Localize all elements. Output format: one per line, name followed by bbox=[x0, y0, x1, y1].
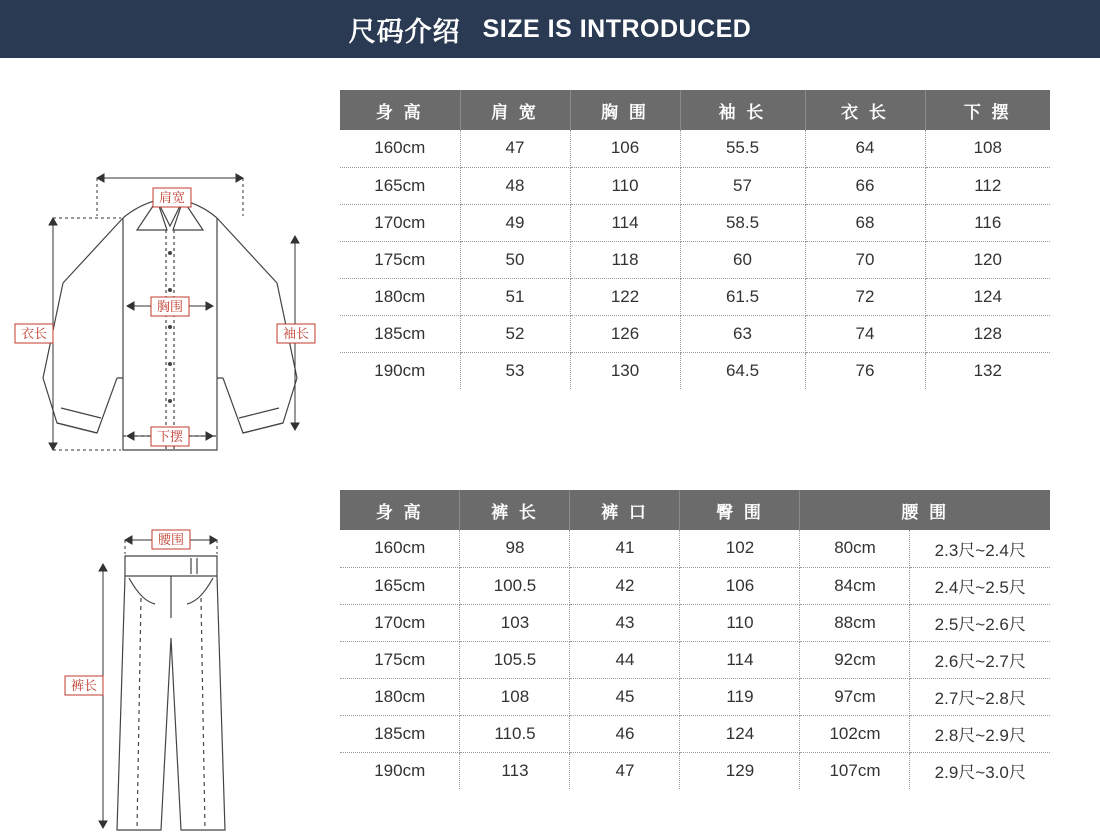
cell-sleeve: 60 bbox=[680, 241, 805, 278]
cell-waist-cm: 88cm bbox=[800, 604, 910, 641]
cell-cuff: 42 bbox=[570, 567, 680, 604]
table-header-row bbox=[340, 90, 1050, 130]
table-row bbox=[340, 752, 1050, 789]
cell-height: 160cm bbox=[340, 130, 460, 167]
cell-height: 190cm bbox=[340, 752, 460, 789]
cell-length: 68 bbox=[805, 204, 925, 241]
cell-shoulder: 48 bbox=[460, 167, 570, 204]
shirt-th-length: 衣 长 bbox=[805, 90, 925, 130]
table-row bbox=[340, 352, 1050, 389]
cell-waist-cm: 102cm bbox=[800, 715, 910, 752]
shirt-th-shoulder: 肩 宽 bbox=[460, 90, 570, 130]
cell-hem: 132 bbox=[973, 360, 1002, 380]
table-row bbox=[340, 130, 1050, 167]
cell-sleeve: 57 bbox=[680, 167, 805, 204]
pants-th-height: 身 高 bbox=[340, 490, 460, 530]
pants-section bbox=[0, 478, 1100, 837]
shirt-th-chest: 胸 围 bbox=[570, 90, 680, 130]
cell-hip: 102 bbox=[680, 530, 800, 567]
cell-chest: 130 bbox=[570, 352, 680, 389]
table-row bbox=[340, 204, 1050, 241]
cell-cuff: 43 bbox=[570, 604, 680, 641]
cell-length: 66 bbox=[805, 167, 925, 204]
shirt-th-hem: 下 摆 bbox=[925, 90, 1050, 130]
cell-length: 64 bbox=[805, 130, 925, 167]
pants-label-waist: 腰围 bbox=[157, 532, 184, 547]
cell-shoulder: 50 bbox=[460, 241, 570, 278]
shirt-diagram bbox=[5, 78, 335, 458]
table-row bbox=[340, 604, 1050, 641]
cell-height: 180cm bbox=[340, 278, 460, 315]
cell-height: 165cm bbox=[340, 167, 460, 204]
cell-height: 165cm bbox=[340, 567, 460, 604]
cell-chest: 114 bbox=[570, 204, 680, 241]
shirt-label-chest: 胸围 bbox=[156, 299, 184, 314]
cell-height: 170cm bbox=[340, 604, 460, 641]
cell-waist-cm: 92cm bbox=[800, 641, 910, 678]
pants-diagram bbox=[5, 478, 335, 833]
cell-pantslength: 113 bbox=[460, 752, 570, 789]
cell-hip: 129 bbox=[680, 752, 800, 789]
cell-waist-chi: 2.4尺~2.5尺 bbox=[910, 567, 1050, 604]
cell-shoulder: 53 bbox=[460, 352, 570, 389]
table-row bbox=[340, 315, 1050, 352]
table-row bbox=[340, 567, 1050, 604]
cell-height: 185cm bbox=[340, 715, 460, 752]
cell-hip: 106 bbox=[680, 567, 800, 604]
cell-waist-chi: 2.6尺~2.7尺 bbox=[910, 641, 1050, 678]
cell-height: 175cm bbox=[340, 241, 460, 278]
pants-th-cuff: 裤 口 bbox=[570, 490, 680, 530]
cell-height: 175cm bbox=[340, 641, 460, 678]
cell-sleeve: 64.5 bbox=[680, 352, 805, 389]
cell-cuff: 41 bbox=[570, 530, 680, 567]
cell-sleeve: 61.5 bbox=[680, 278, 805, 315]
table-row bbox=[340, 167, 1050, 204]
shirt-size-table bbox=[340, 90, 1050, 389]
pants-th-waist: 腰 围 bbox=[800, 490, 1050, 530]
shirt-label-length: 衣长 bbox=[20, 326, 48, 341]
shirt-th-sleeve: 袖 长 bbox=[680, 90, 805, 130]
page-header bbox=[0, 0, 1100, 58]
cell-waist-cm: 80cm bbox=[800, 530, 910, 567]
pants-figure bbox=[0, 478, 340, 837]
table-row bbox=[340, 241, 1050, 278]
cell-hem: 112 bbox=[925, 167, 1050, 204]
cell-waist-cm: 97cm bbox=[800, 678, 910, 715]
cell-shoulder: 52 bbox=[460, 315, 570, 352]
cell-hip: 110 bbox=[680, 604, 800, 641]
cell-chest: 122 bbox=[570, 278, 680, 315]
table-row bbox=[340, 278, 1050, 315]
shirt-label-sleeve: 袖长 bbox=[282, 326, 310, 341]
cell-chest: 106 bbox=[570, 130, 680, 167]
table-row bbox=[340, 715, 1050, 752]
cell-length: 70 bbox=[805, 241, 925, 278]
cell-waist-chi: 2.5尺~2.6尺 bbox=[910, 604, 1050, 641]
cell-pantslength: 105.5 bbox=[460, 641, 570, 678]
cell-hip: 119 bbox=[680, 678, 800, 715]
shirt-figure bbox=[0, 78, 340, 468]
cell-hem: 124 bbox=[925, 278, 1050, 315]
pants-size-table bbox=[340, 490, 1050, 789]
shirt-section bbox=[0, 78, 1100, 468]
pants-table-wrap bbox=[340, 478, 1100, 837]
shirt-table-wrap bbox=[340, 78, 1100, 468]
cell-chest: 126 bbox=[570, 315, 680, 352]
cell-waist-chi: 2.9尺~3.0尺 bbox=[934, 763, 1026, 783]
cell-shoulder: 51 bbox=[460, 278, 570, 315]
cell-waist-cm: 84cm bbox=[800, 567, 910, 604]
cell-sleeve: 58.5 bbox=[680, 204, 805, 241]
cell-length: 74 bbox=[805, 315, 925, 352]
cell-waist-cm: 107cm bbox=[800, 752, 910, 789]
cell-chest: 110 bbox=[570, 167, 680, 204]
page-title-en: SIZE IS INTRODUCED bbox=[482, 14, 752, 43]
cell-cuff: 45 bbox=[570, 678, 680, 715]
cell-shoulder: 49 bbox=[460, 204, 570, 241]
cell-cuff: 47 bbox=[570, 752, 680, 789]
cell-height: 170cm bbox=[340, 204, 460, 241]
pants-label-length: 裤长 bbox=[70, 678, 97, 693]
page-title-cn: 尺码介绍 bbox=[348, 16, 461, 47]
shirt-label-shoulder: 肩宽 bbox=[158, 190, 186, 205]
cell-length: 76 bbox=[805, 352, 925, 389]
cell-length: 72 bbox=[805, 278, 925, 315]
cell-height: 190cm bbox=[340, 352, 460, 389]
pants-th-pantslength: 裤 长 bbox=[460, 490, 570, 530]
cell-hip: 114 bbox=[680, 641, 800, 678]
cell-hem: 120 bbox=[925, 241, 1050, 278]
cell-height: 185cm bbox=[340, 315, 460, 352]
cell-pantslength: 110.5 bbox=[460, 715, 570, 752]
cell-pantslength: 100.5 bbox=[460, 567, 570, 604]
cell-height: 180cm bbox=[340, 678, 460, 715]
cell-pantslength: 103 bbox=[460, 604, 570, 641]
cell-hem: 116 bbox=[925, 204, 1050, 241]
cell-cuff: 44 bbox=[570, 641, 680, 678]
pants-th-hip: 臀 围 bbox=[680, 490, 800, 530]
cell-chest: 118 bbox=[570, 241, 680, 278]
table-row bbox=[340, 530, 1050, 567]
cell-cuff: 46 bbox=[570, 715, 680, 752]
cell-height: 160cm bbox=[340, 530, 460, 567]
cell-pantslength: 108 bbox=[460, 678, 570, 715]
cell-sleeve: 63 bbox=[680, 315, 805, 352]
cell-waist-chi: 2.3尺~2.4尺 bbox=[910, 530, 1050, 567]
cell-pantslength: 98 bbox=[460, 530, 570, 567]
shirt-th-height: 身 高 bbox=[340, 90, 460, 130]
cell-hip: 124 bbox=[680, 715, 800, 752]
shirt-label-hem: 下摆 bbox=[156, 429, 184, 444]
cell-hem: 108 bbox=[925, 130, 1050, 167]
cell-hem: 128 bbox=[925, 315, 1050, 352]
cell-waist-chi: 2.7尺~2.8尺 bbox=[910, 678, 1050, 715]
table-header-row bbox=[340, 490, 1050, 530]
table-row bbox=[340, 641, 1050, 678]
content-area bbox=[0, 58, 1100, 837]
cell-waist-chi: 2.8尺~2.9尺 bbox=[910, 715, 1050, 752]
table-row bbox=[340, 678, 1050, 715]
cell-sleeve: 55.5 bbox=[680, 130, 805, 167]
cell-shoulder: 47 bbox=[460, 130, 570, 167]
